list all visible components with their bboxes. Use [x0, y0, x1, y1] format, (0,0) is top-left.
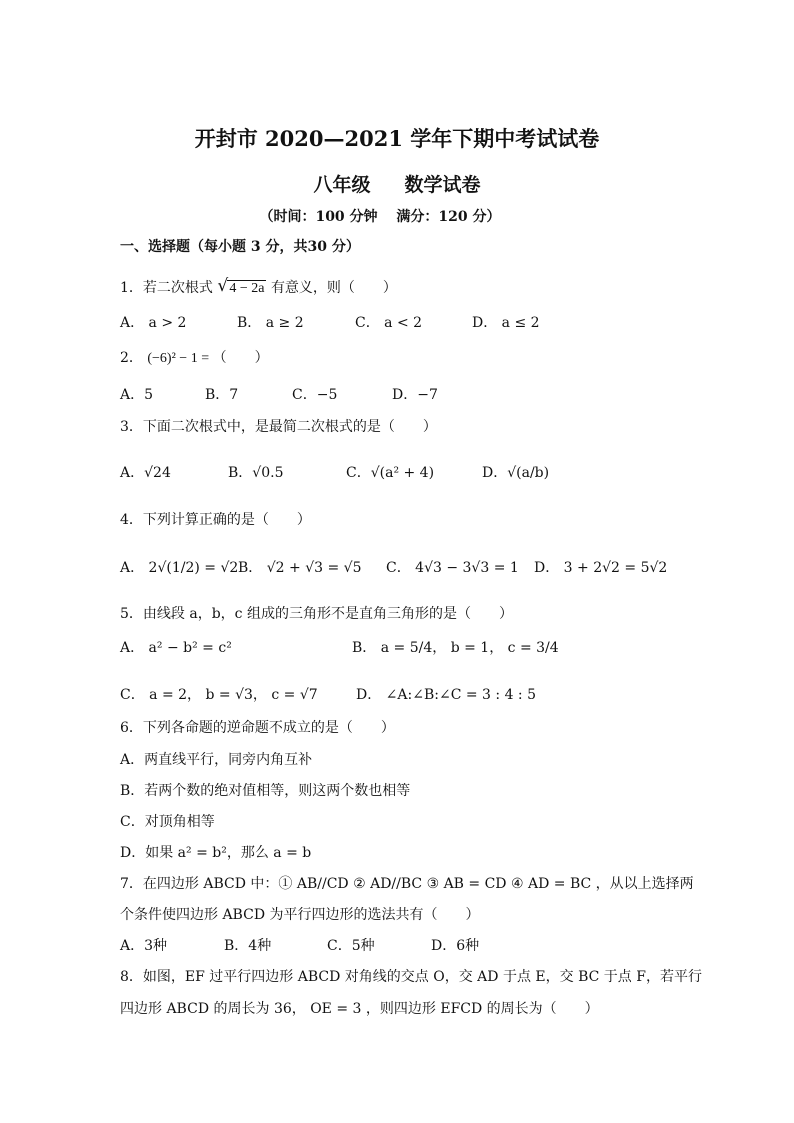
question-7-continued: 个条件使四边形 ABCD 为平行四边形的选法共有（ ） [120, 907, 480, 923]
question-6 [120, 717, 395, 737]
option-c: C．5种 [327, 938, 375, 954]
option-c: C． 4√3 − 3√3 = 1 [386, 560, 519, 576]
exam-title: 开封市 2020—2021 学年下期中考试试卷 [194, 126, 600, 151]
question-tail: 有意义，则（ ） [270, 280, 397, 296]
option-b: B．7 [205, 387, 239, 403]
option-b: B．若两个数的绝对值相等，则这两个数也相等 [120, 783, 411, 799]
exam-subtitle [0, 170, 794, 197]
question-stem: 下列各命题的逆命题不成立的是（ ） [142, 720, 395, 736]
question-stem: 由线段 a，b，c 组成的三角形不是直角三角形的是（ ） [142, 606, 513, 622]
option-b: B．√0.5 [228, 465, 284, 481]
option-a: A． a > 2 [120, 315, 187, 331]
question-8-continued: 四边形 ABCD 的周长为 36， OE = 3 ，则四边形 EFCD 的周长为（ ） [120, 1001, 599, 1017]
exam-meta: （时间：100 分钟 满分：120 分） [259, 209, 501, 225]
option-d: D．如果 a² = b²，那么 a = b [120, 845, 312, 861]
grade-label: 八年级 [313, 174, 371, 196]
option-c: C．对顶角相等 [120, 814, 215, 830]
option-d: D． ∠A:∠B:∠C = 3 : 4 : 5 [356, 687, 536, 703]
option-c: C．√(a² + 4) [346, 465, 435, 481]
option-d: D． 3 + 2√2 = 5√2 [534, 560, 668, 576]
option-a: A．5 [120, 387, 154, 403]
question-number: 2． [120, 350, 143, 366]
option-d: D．√(a/b) [482, 465, 550, 481]
subject-label: 数学试卷 [404, 174, 481, 196]
question-number: 7． [120, 876, 143, 892]
question-stem: 在四边形 ABCD 中：① AB//CD ② AD//BC ③ AB = CD ④ AD = BC ，从以上选择两 [142, 876, 694, 892]
option-a: A． 2√(1/2) = √2 [120, 560, 239, 576]
option-b: B． a = 5/4， b = 1， c = 3/4 [352, 640, 559, 656]
question-number: 4． [120, 512, 143, 528]
option-d: D． a ≤ 2 [472, 315, 540, 331]
radicand: 4 − 2a [229, 280, 265, 296]
option-c: C． a < 2 [355, 315, 423, 331]
question-4 [120, 509, 311, 529]
question-3 [120, 416, 437, 436]
question-number: 1． [120, 280, 143, 296]
option-c: C．−5 [292, 387, 338, 403]
option-b: B． a ≥ 2 [237, 315, 304, 331]
option-a: A．两直线平行，同旁内角互补 [120, 752, 313, 768]
option-a: A．√24 [120, 465, 171, 481]
option-b: B．4种 [224, 938, 272, 954]
section-heading: 一、选择题（每小题 3 分，共30 分） [120, 239, 360, 255]
radical-expression: √ 4 − 2a [217, 275, 265, 296]
option-b: B． √2 + √3 = √5 [238, 560, 362, 576]
question-5 [120, 603, 513, 623]
question-1 [120, 277, 397, 297]
question-stem: 若二次根式 [142, 280, 213, 296]
option-d: D．−7 [392, 387, 438, 403]
question-number: 8． [120, 969, 143, 985]
question-stem: 下列计算正确的是（ ） [142, 512, 311, 528]
question-7 [120, 873, 694, 893]
question-8 [120, 966, 702, 986]
question-number: 6． [120, 720, 143, 736]
question-expression: (−6)² − 1 = （ ） [147, 351, 269, 366]
option-a: A．3种 [120, 938, 168, 954]
question-stem: 如图，EF 过平行四边形 ABCD 对角线的交点 O，交 AD 于点 E，交 BC 于点 F，若平行 [142, 969, 702, 985]
option-a: A． a² − b² = c² [120, 640, 232, 656]
option-c: C． a = 2， b = √3， c = √7 [120, 687, 318, 703]
option-d: D．6种 [431, 938, 480, 954]
question-number: 3． [120, 419, 143, 435]
question-2 [120, 347, 269, 367]
question-stem: 下面二次根式中，是最简二次根式的是（ ） [142, 419, 437, 435]
question-number: 5． [120, 606, 143, 622]
